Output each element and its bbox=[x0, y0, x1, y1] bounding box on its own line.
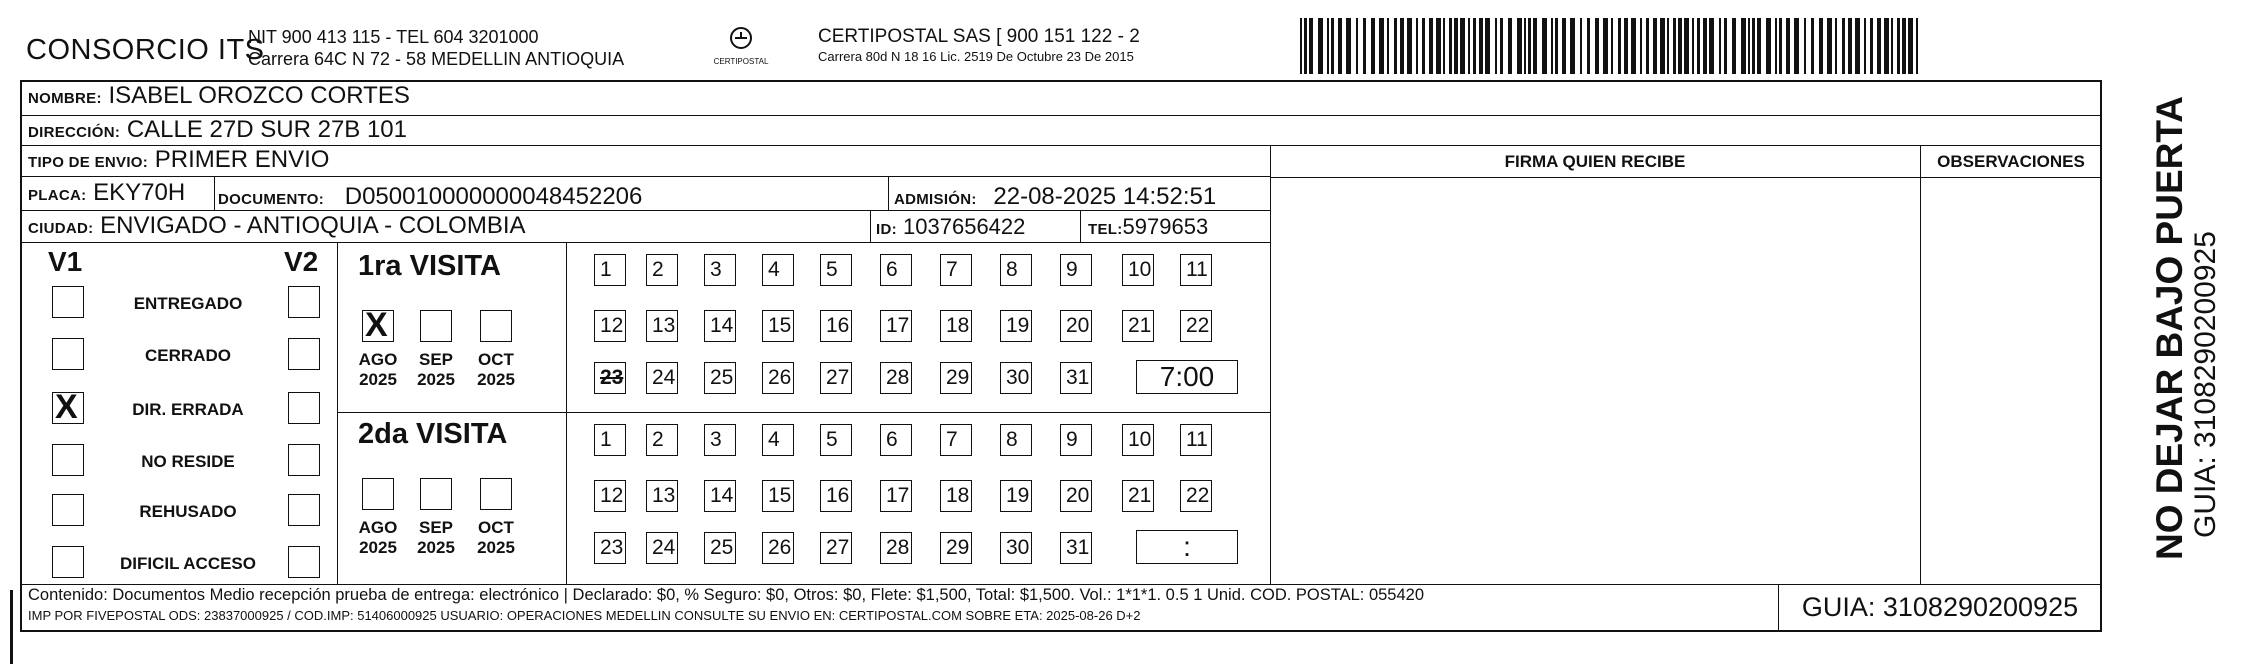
visit1-day[interactable]: 24 bbox=[646, 362, 678, 394]
status-v1-checkbox[interactable] bbox=[52, 286, 84, 318]
visit1-day[interactable]: 22 bbox=[1180, 310, 1212, 342]
barcode-bar bbox=[1842, 18, 1845, 74]
barcode-bar bbox=[1741, 18, 1746, 74]
barcode-bar bbox=[1387, 18, 1389, 74]
visit2-day[interactable]: 25 bbox=[704, 532, 736, 564]
visit2-day[interactable]: 26 bbox=[762, 532, 794, 564]
document-value: D050010000000048452206 bbox=[344, 183, 643, 210]
barcode-bar bbox=[1429, 18, 1433, 74]
visit1-day[interactable]: 19 bbox=[1000, 310, 1032, 342]
barcode-bar bbox=[1508, 18, 1512, 74]
barcode-bar bbox=[1528, 18, 1531, 74]
visit1-day[interactable]: 13 bbox=[646, 310, 678, 342]
visit2-day[interactable]: 27 bbox=[820, 532, 852, 564]
barcode-bar bbox=[1485, 18, 1490, 74]
courier-logo bbox=[706, 26, 776, 66]
barcode-bar bbox=[1794, 18, 1799, 74]
document-field bbox=[218, 183, 642, 214]
barcode-bar bbox=[1870, 18, 1873, 74]
visit1-day[interactable]: 25 bbox=[704, 362, 736, 394]
barcode-bar bbox=[1684, 18, 1689, 74]
visit1-day[interactable]: 11 bbox=[1180, 254, 1212, 286]
barcode-bar bbox=[1500, 18, 1503, 74]
visit2-day[interactable]: 14 bbox=[704, 480, 736, 512]
observations-header: OBSERVACIONES bbox=[1937, 152, 2085, 171]
type-row bbox=[20, 146, 1270, 177]
visit1-day[interactable]: 2 bbox=[646, 254, 678, 286]
barcode-bar bbox=[1902, 18, 1906, 74]
barcode-bar bbox=[1595, 18, 1599, 74]
visit1-day[interactable]: 21 bbox=[1122, 310, 1154, 342]
barcode-bar bbox=[1400, 18, 1404, 74]
visit2-month-checkbox[interactable] bbox=[480, 478, 512, 510]
visit1-day[interactable]: 8 bbox=[1000, 254, 1032, 286]
barcode-bar bbox=[1371, 18, 1375, 74]
barcode-bar bbox=[1580, 18, 1582, 74]
visit1-time[interactable]: 7:00 bbox=[1136, 360, 1238, 394]
barcode-bar bbox=[1416, 18, 1418, 74]
visit2-day[interactable]: 16 bbox=[820, 480, 852, 512]
visit1-month-name: AGO bbox=[358, 350, 398, 369]
barcode-bar bbox=[1660, 18, 1665, 74]
visit2-day[interactable]: 5 bbox=[820, 424, 852, 456]
document-label: DOCUMENTO: bbox=[218, 191, 325, 208]
visit2-month-name: SEP bbox=[418, 518, 454, 537]
visit1-day[interactable]: 1 bbox=[594, 254, 626, 286]
courier-logo-text: CERTIPOSTAL bbox=[713, 57, 769, 66]
name-row bbox=[20, 82, 2100, 116]
status-label: DIR. ERRADA bbox=[132, 400, 244, 419]
barcode-bar bbox=[1804, 18, 1806, 74]
barcode-bar bbox=[1697, 18, 1700, 74]
visit1-day[interactable]: 17 bbox=[880, 310, 912, 342]
visit1-month-name: OCT bbox=[478, 350, 514, 369]
barcode-bar bbox=[1587, 18, 1590, 74]
barcode-bar bbox=[1709, 18, 1714, 74]
type-label: TIPO DE ENVIO: bbox=[28, 154, 149, 171]
visit-separator bbox=[337, 412, 1270, 413]
side-notice bbox=[2150, 96, 2222, 560]
visit1-day[interactable]: 28 bbox=[880, 362, 912, 394]
barcode-bar bbox=[1835, 18, 1837, 74]
visit1-day[interactable]: 31 bbox=[1060, 362, 1092, 394]
barcode-bar bbox=[1309, 18, 1313, 74]
barcode-bar bbox=[1304, 18, 1307, 74]
visit1-day[interactable]: 14 bbox=[704, 310, 736, 342]
visit2-day[interactable]: 9 bbox=[1060, 424, 1092, 456]
barcode-bar bbox=[1562, 18, 1566, 74]
barcode-bar bbox=[1667, 18, 1669, 74]
barcode-bar bbox=[1454, 18, 1458, 74]
plate-value: EKY70H bbox=[93, 179, 186, 206]
edge-mark bbox=[10, 590, 13, 664]
side-notice-text: NO DEJAR BAJO PUERTA bbox=[2149, 96, 2190, 560]
courier-logo-icon bbox=[726, 26, 756, 52]
status-label: ENTREGADO bbox=[133, 294, 243, 313]
barcode-bar bbox=[1653, 18, 1657, 74]
guia-number: GUIA: 3108290200925 bbox=[1778, 584, 2101, 630]
barcode-bar bbox=[1757, 18, 1761, 74]
visit2-day[interactable]: 18 bbox=[940, 480, 972, 512]
barcode-bar bbox=[1300, 18, 1302, 74]
status-v2-checkbox[interactable] bbox=[288, 338, 320, 370]
barcode-bar bbox=[1533, 18, 1537, 74]
visit2-day[interactable]: 11 bbox=[1180, 424, 1212, 456]
barcode-bar bbox=[1724, 18, 1727, 74]
barcode-bar bbox=[1877, 18, 1881, 74]
barcode-bar bbox=[1908, 18, 1913, 74]
visit2-title: 2da VISITA bbox=[358, 418, 508, 450]
side-guia: GUIA: 3108290200925 bbox=[2189, 231, 2222, 538]
barcode-bar bbox=[1338, 18, 1342, 74]
v2-header: V2 bbox=[284, 246, 319, 277]
barcode-bar bbox=[1436, 18, 1441, 74]
barcode-bar bbox=[1379, 18, 1384, 74]
courier-info bbox=[818, 26, 1140, 66]
visit1-month-checkbox[interactable] bbox=[420, 310, 452, 342]
barcode-bar bbox=[1443, 18, 1445, 74]
visit1-month-year: 2025 bbox=[417, 370, 455, 389]
barcode-bar bbox=[1848, 18, 1852, 74]
visit1-day[interactable]: 16 bbox=[820, 310, 852, 342]
visit2-month-year: 2025 bbox=[477, 538, 515, 557]
barcode-bar bbox=[1819, 18, 1823, 74]
v1-check-mark: X bbox=[55, 388, 78, 426]
barcode-bar bbox=[1618, 18, 1621, 74]
brand-name: CONSORCIO ITS bbox=[26, 34, 265, 66]
barcode-bar bbox=[1827, 18, 1832, 74]
visit1-month-check-mark: X bbox=[365, 306, 388, 344]
visit2-day[interactable]: 1 bbox=[594, 424, 626, 456]
barcode-bar bbox=[1640, 18, 1642, 74]
v1-header: V1 bbox=[48, 246, 83, 277]
status-v2-checkbox[interactable] bbox=[288, 546, 320, 578]
observations-column-divider bbox=[1920, 146, 1921, 584]
status-v2-checkbox[interactable] bbox=[288, 444, 320, 476]
admission-label: ADMISIÓN: bbox=[894, 191, 977, 208]
tel-value: 5979653 bbox=[1122, 214, 1209, 239]
visit2-day[interactable]: 6 bbox=[880, 424, 912, 456]
barcode-bar bbox=[1517, 18, 1522, 74]
visit2-day[interactable]: 4 bbox=[762, 424, 794, 456]
barcode-bar bbox=[1786, 18, 1790, 74]
visit1-day[interactable]: 20 bbox=[1060, 310, 1092, 342]
visit1-month-year: 2025 bbox=[477, 370, 515, 389]
status-label: NO RESIDE bbox=[141, 452, 235, 471]
barcode-bar bbox=[1407, 18, 1412, 74]
divider bbox=[870, 211, 871, 243]
barcode bbox=[1300, 18, 1924, 74]
barcode-bar bbox=[1891, 18, 1893, 74]
status-v2-checkbox[interactable] bbox=[288, 286, 320, 318]
status-v1-checkbox[interactable] bbox=[52, 338, 84, 370]
visit1-month-year: 2025 bbox=[359, 370, 397, 389]
barcode-bar bbox=[1346, 18, 1351, 74]
id-label: ID: bbox=[876, 221, 897, 238]
visit2-day[interactable]: 31 bbox=[1060, 532, 1092, 564]
barcode-bar bbox=[1555, 18, 1558, 74]
visit1-day[interactable]: 10 bbox=[1122, 254, 1154, 286]
visit1-day[interactable]: 12 bbox=[594, 310, 626, 342]
barcode-bar bbox=[1631, 18, 1636, 74]
barcode-bar bbox=[1916, 18, 1918, 74]
visit2-month-name: AGO bbox=[358, 518, 398, 537]
barcode-bar bbox=[1775, 18, 1777, 74]
barcode-bar bbox=[1449, 18, 1452, 74]
visit2-month-year: 2025 bbox=[359, 538, 397, 557]
visit1-day[interactable]: 23 bbox=[594, 362, 626, 394]
visit2-day[interactable]: 23 bbox=[594, 532, 626, 564]
visit2-day[interactable]: 13 bbox=[646, 480, 678, 512]
visit1-day[interactable]: 4 bbox=[762, 254, 794, 286]
barcode-bar bbox=[1897, 18, 1900, 74]
visit2-day[interactable]: 22 bbox=[1180, 480, 1212, 512]
barcode-bar bbox=[1473, 18, 1476, 74]
status-v1-checkbox[interactable] bbox=[52, 494, 84, 526]
status-v2-checkbox[interactable] bbox=[288, 392, 320, 424]
visit2-day[interactable]: 20 bbox=[1060, 480, 1092, 512]
status-v1-checkbox[interactable] bbox=[52, 546, 84, 578]
nit-line: NIT 900 413 115 - TEL 604 3201000 bbox=[248, 27, 539, 47]
barcode-bar bbox=[1356, 18, 1358, 74]
visit2-day[interactable]: 19 bbox=[1000, 480, 1032, 512]
tel-field bbox=[1088, 213, 1208, 244]
barcode-bar bbox=[1603, 18, 1608, 74]
city-value: ENVIGADO - ANTIOQUIA - COLOMBIA bbox=[100, 212, 526, 239]
visit1-day[interactable]: 30 bbox=[1000, 362, 1032, 394]
visit1-day[interactable]: 3 bbox=[704, 254, 736, 286]
tel-label: TEL: bbox=[1088, 221, 1123, 238]
visit2-month-year: 2025 bbox=[417, 538, 455, 557]
barcode-bar bbox=[1611, 18, 1613, 74]
barcode-bar bbox=[1855, 18, 1860, 74]
status-v1-checkbox[interactable] bbox=[52, 444, 84, 476]
status-v2-checkbox[interactable] bbox=[288, 494, 320, 526]
visit1-day[interactable]: 29 bbox=[940, 362, 972, 394]
visit1-title: 1ra VISITA bbox=[358, 250, 501, 282]
signature-column-divider bbox=[1270, 146, 1271, 584]
status-label: DIFICIL ACCESO bbox=[119, 554, 256, 573]
visit1-day[interactable]: 26 bbox=[762, 362, 794, 394]
visit2-day[interactable]: 15 bbox=[762, 480, 794, 512]
barcode-bar bbox=[1327, 18, 1329, 74]
id-value: 1037656422 bbox=[903, 214, 1026, 239]
visit-divider bbox=[566, 243, 567, 584]
barcode-bar bbox=[1551, 18, 1553, 74]
barcode-bar bbox=[1422, 18, 1425, 74]
visit1-month-checkbox[interactable] bbox=[480, 310, 512, 342]
barcode-bar bbox=[1673, 18, 1676, 74]
signature-header: FIRMA QUIEN RECIBE bbox=[1504, 152, 1686, 171]
city-row bbox=[20, 211, 1270, 243]
visit1-day[interactable]: 27 bbox=[820, 362, 852, 394]
visit2-day[interactable]: 2 bbox=[646, 424, 678, 456]
visit2-day[interactable]: 17 bbox=[880, 480, 912, 512]
barcode-bar bbox=[1703, 18, 1707, 74]
barcode-bar bbox=[1570, 18, 1575, 74]
barcode-bar bbox=[1331, 18, 1334, 74]
admission-field bbox=[894, 183, 1216, 214]
visit2-month-checkbox[interactable] bbox=[420, 478, 452, 510]
visit1-month-name: SEP bbox=[418, 350, 454, 369]
barcode-bar bbox=[1864, 18, 1866, 74]
id-field bbox=[876, 213, 1025, 244]
visit1-day[interactable]: 5 bbox=[820, 254, 852, 286]
columns-header-line bbox=[1270, 177, 2102, 178]
barcode-bar bbox=[1363, 18, 1366, 74]
footer-contents: Contenido: Documentos Medio recepción prueba de entrega: electrónico | Declarado: $0, % Seguro: $0, Otros: $0, Flete: $1,500, Total: $1,500. Vol.: 1*1*1. 0.5 1 Unid. COD. POSTAL: 055420 bbox=[28, 586, 1425, 604]
plate-label: PLACA: bbox=[28, 187, 87, 204]
recipient-name: ISABEL OROZCO CORTES bbox=[108, 82, 410, 109]
barcode-bar bbox=[1779, 18, 1782, 74]
barcode-bar bbox=[1748, 18, 1750, 74]
status-divider bbox=[337, 243, 338, 584]
visit2-day[interactable]: 7 bbox=[940, 424, 972, 456]
visit2-day[interactable]: 3 bbox=[704, 424, 736, 456]
footer-print-info: IMP POR FIVEPOSTAL ODS: 23837000925 / COD.IMP: 51406000925 USUARIO: OPERACIONES MEDELLIN CONSULTE SU ENVIO EN: CERTIPOSTAL.COM SOBRE ETA: 2025-08-26 D+2 bbox=[28, 608, 1141, 623]
barcode-bar bbox=[1479, 18, 1483, 74]
barcode-bar bbox=[1884, 18, 1889, 74]
divider bbox=[214, 177, 215, 211]
barcode-bar bbox=[1719, 18, 1721, 74]
recipient-address: CALLE 27D SUR 27B 101 bbox=[126, 116, 408, 143]
barcode-bar bbox=[1732, 18, 1736, 74]
barcode-bar bbox=[1460, 18, 1465, 74]
visit2-day[interactable]: 21 bbox=[1122, 480, 1154, 512]
visit2-day[interactable]: 28 bbox=[880, 532, 912, 564]
visit2-day[interactable]: 10 bbox=[1122, 424, 1154, 456]
visit1-day[interactable]: 18 bbox=[940, 310, 972, 342]
barcode-bar bbox=[1495, 18, 1497, 74]
visit2-day[interactable]: 30 bbox=[1000, 532, 1032, 564]
barcode-bar bbox=[1766, 18, 1771, 74]
city-label: CIUDAD: bbox=[28, 220, 94, 237]
visit1-day[interactable]: 7 bbox=[940, 254, 972, 286]
barcode-bar bbox=[1752, 18, 1755, 74]
visit2-day[interactable]: 8 bbox=[1000, 424, 1032, 456]
barcode-bar bbox=[1542, 18, 1547, 74]
barcode-bar bbox=[1624, 18, 1628, 74]
barcode-bar bbox=[1678, 18, 1682, 74]
company-address: Carrera 64C N 72 - 58 MEDELLIN ANTIOQUIA bbox=[248, 49, 625, 69]
courier-line: CERTIPOSTAL SAS [ 900 151 122 - 2 bbox=[818, 26, 1140, 47]
barcode-bar bbox=[1811, 18, 1814, 74]
visit2-month-name: OCT bbox=[478, 518, 514, 537]
barcode-bar bbox=[1646, 18, 1649, 74]
barcode-bar bbox=[1692, 18, 1694, 74]
barcode-bar bbox=[1394, 18, 1397, 74]
barcode-bar bbox=[1524, 18, 1526, 74]
visit2-time[interactable]: : bbox=[1136, 530, 1238, 564]
visit1-day[interactable]: 9 bbox=[1060, 254, 1092, 286]
status-label: CERRADO bbox=[145, 346, 231, 365]
visit2-day[interactable]: 24 bbox=[646, 532, 678, 564]
visit2-month-checkbox[interactable] bbox=[362, 478, 394, 510]
address-row bbox=[20, 116, 2100, 146]
barcode-bar bbox=[1318, 18, 1323, 74]
shipment-type: PRIMER ENVIO bbox=[154, 146, 330, 173]
visit1-day[interactable]: 15 bbox=[762, 310, 794, 342]
status-label: REHUSADO bbox=[139, 502, 237, 521]
barcode-bar bbox=[1468, 18, 1470, 74]
name-label: NOMBRE: bbox=[28, 90, 102, 107]
company-info bbox=[248, 26, 624, 70]
visit2-day[interactable]: 29 bbox=[940, 532, 972, 564]
courier-address: Carrera 80d N 18 16 Lic. 2519 De Octubre 23 De 2015 bbox=[818, 49, 1134, 64]
divider bbox=[888, 177, 889, 211]
address-label: DIRECCIÓN: bbox=[28, 124, 121, 141]
visit1-day[interactable]: 6 bbox=[880, 254, 912, 286]
visit2-day[interactable]: 12 bbox=[594, 480, 626, 512]
admission-value: 22-08-2025 14:52:51 bbox=[993, 183, 1217, 210]
divider bbox=[1080, 211, 1081, 243]
